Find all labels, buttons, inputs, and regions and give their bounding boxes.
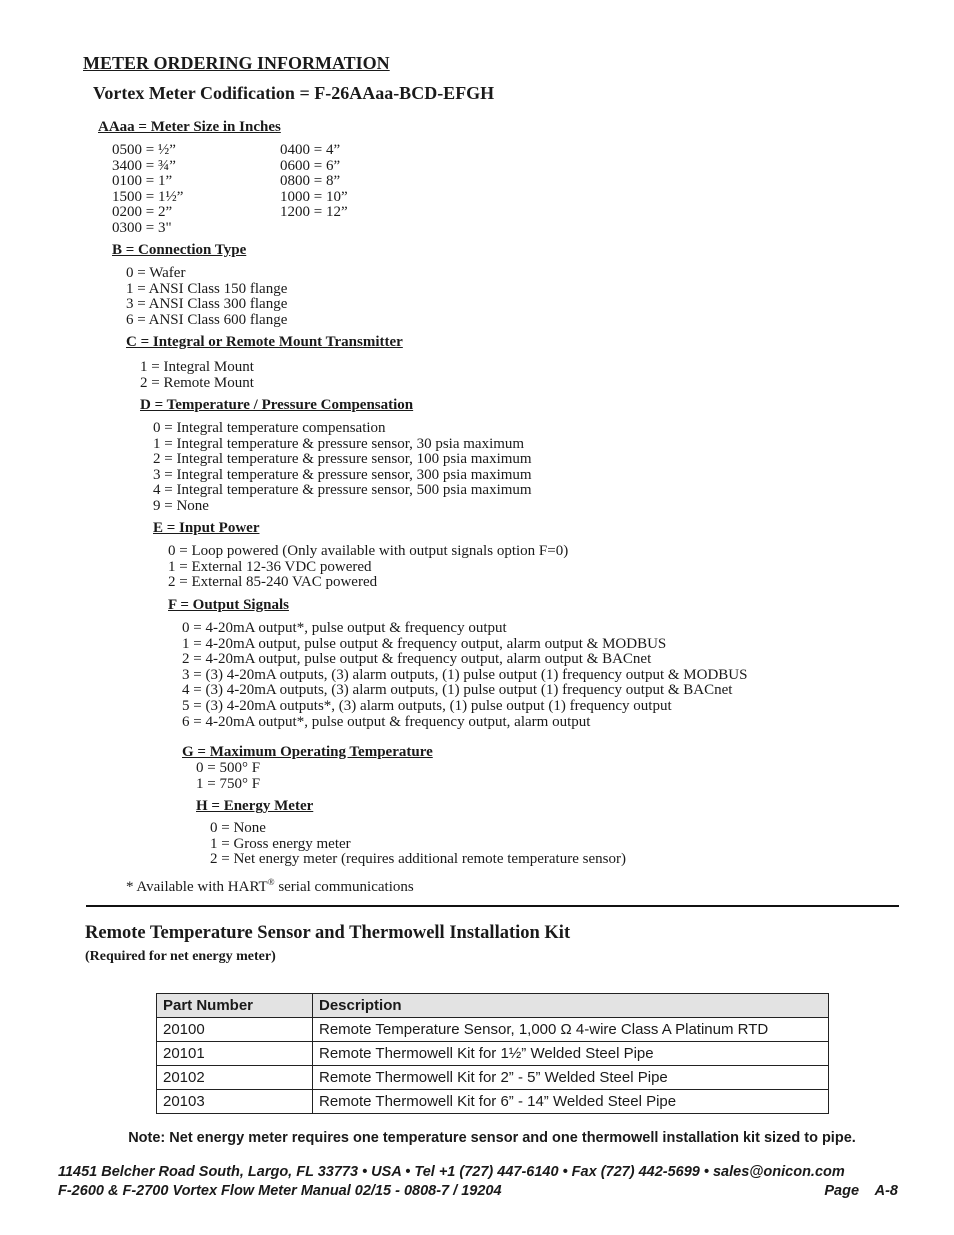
size-item: 1000 = 10”	[280, 188, 348, 205]
compensation-item: 3 = Integral temperature & pressure sensor, 300 psia maximum	[153, 466, 532, 483]
description-cell: Remote Temperature Sensor, 1,000 Ω 4-wire Class A Platinum RTD	[313, 1018, 829, 1042]
footnote	[126, 875, 414, 896]
size-list-right	[280, 143, 348, 221]
part-number-cell: 20100	[157, 1018, 313, 1042]
outputs-list	[182, 621, 747, 730]
codification-title: Vortex Meter Codification = F-26AAaa-BCD-EFGH	[93, 83, 495, 103]
size-item: 0600 = 6”	[280, 157, 341, 174]
energy-item: 1 = Gross energy meter	[210, 835, 351, 852]
table-row	[157, 1066, 829, 1090]
outputs-item: 3 = (3) 4-20mA outputs, (3) alarm outputs, (1) pulse output (1) frequency output & MODBUS	[182, 666, 748, 683]
connection-list	[126, 266, 287, 328]
size-item: 1500 = 1½”	[112, 188, 184, 205]
kit-title: Remote Temperature Sensor and Thermowell Installation Kit	[85, 923, 571, 943]
table-row	[157, 1018, 829, 1042]
part-number-cell: 20101	[157, 1042, 313, 1066]
compensation-item: 2 = Integral temperature & pressure sensor, 100 psia maximum	[153, 451, 532, 468]
compensation-heading: D = Temperature / Pressure Compensation	[140, 397, 414, 413]
table-header-row	[157, 994, 829, 1018]
outputs-item: 2 = 4-20mA output, pulse output & frequency output, alarm output & BACnet	[182, 651, 652, 668]
compensation-item: 4 = Integral temperature & pressure sensor, 500 psia maximum	[153, 482, 532, 499]
column-header-part-number: Part Number	[157, 994, 313, 1018]
registered-mark: ®	[267, 877, 275, 887]
outputs-item: 6 = 4-20mA output*, pulse output & frequency output, alarm output	[182, 713, 591, 730]
outputs-item: 4 = (3) 4-20mA outputs, (3) alarm outputs, (1) pulse output (1) frequency output & BACnet	[182, 682, 733, 699]
section-divider	[86, 905, 899, 907]
size-heading: AAaa = Meter Size in Inches	[98, 119, 281, 135]
compensation-item: 0 = Integral temperature compensation	[153, 420, 386, 436]
transmitter-heading: C = Integral or Remote Mount Transmitter	[126, 334, 403, 350]
temperature-list	[196, 761, 260, 792]
footer-address: 11451 Belcher Road South, Largo, FL 33773 • USA • Tel +1 (727) 447-6140 • Fax (727) 442-5699 • sales@onicon.com	[58, 1164, 845, 1180]
footnote-suffix: serial communications	[274, 879, 414, 895]
connection-item: 0 = Wafer	[126, 265, 186, 281]
size-item: 0800 = 8”	[280, 173, 341, 190]
description-cell: Remote Thermowell Kit for 1½” Welded Steel Pipe	[313, 1042, 829, 1066]
temperature-item: 0 = 500° F	[196, 760, 261, 776]
temperature-heading: G = Maximum Operating Temperature	[182, 744, 433, 760]
compensation-list	[153, 421, 532, 515]
energy-item: 0 = None	[210, 820, 266, 836]
size-item: 1200 = 12”	[280, 204, 348, 221]
transmitter-list	[140, 360, 254, 391]
connection-item: 6 = ANSI Class 600 flange	[126, 311, 288, 328]
size-item: 0400 = 4”	[280, 142, 341, 158]
energy-heading: H = Energy Meter	[196, 798, 314, 814]
kit-note: Note: Net energy meter requires one temperature sensor and one thermowell installation kit sized to pipe.	[128, 1130, 856, 1146]
page-number: Page A-8	[824, 1183, 898, 1199]
transmitter-item: 1 = Integral Mount	[140, 359, 254, 375]
part-number-cell: 20102	[157, 1066, 313, 1090]
power-list	[168, 544, 568, 591]
size-item: 3400 = ¾”	[112, 157, 176, 174]
power-item: 1 = External 12-36 VDC powered	[168, 558, 372, 575]
size-list-left	[112, 143, 183, 237]
connection-heading: B = Connection Type	[112, 242, 247, 258]
compensation-item: 9 = None	[153, 497, 209, 514]
connection-item: 1 = ANSI Class 150 flange	[126, 280, 288, 297]
outputs-item: 5 = (3) 4-20mA outputs*, (3) alarm outputs, (1) pulse output (1) frequency output	[182, 697, 672, 714]
outputs-heading: F = Output Signals	[168, 597, 289, 613]
footnote-prefix: * Available with HART	[126, 879, 268, 895]
parts-table	[156, 993, 829, 1114]
kit-subtitle: (Required for net energy meter)	[85, 949, 276, 964]
size-item: 0500 = ½”	[112, 142, 176, 158]
size-item: 0300 = 3"	[112, 219, 172, 236]
temperature-item: 1 = 750° F	[196, 775, 261, 792]
power-heading: E = Input Power	[153, 520, 260, 536]
energy-list	[210, 821, 626, 868]
description-cell: Remote Thermowell Kit for 2” - 5” Welded Steel Pipe	[313, 1066, 829, 1090]
power-item: 0 = Loop powered (Only available with output signals option F=0)	[168, 543, 569, 559]
outputs-item: 1 = 4-20mA output, pulse output & frequency output, alarm output & MODBUS	[182, 635, 667, 652]
section-title: METER ORDERING INFORMATION	[83, 53, 390, 73]
table-row	[157, 1090, 829, 1114]
outputs-item: 0 = 4-20mA output*, pulse output & frequency output	[182, 620, 507, 636]
footer-manual-id: F-2600 & F-2700 Vortex Flow Meter Manual 02/15 - 0808-7 / 19204	[58, 1183, 502, 1199]
power-item: 2 = External 85-240 VAC powered	[168, 574, 378, 591]
part-number-cell: 20103	[157, 1090, 313, 1114]
compensation-item: 1 = Integral temperature & pressure sensor, 30 psia maximum	[153, 435, 525, 452]
energy-item: 2 = Net energy meter (requires additional remote temperature sensor)	[210, 851, 626, 868]
size-item: 0100 = 1”	[112, 173, 173, 190]
size-item: 0200 = 2”	[112, 204, 173, 221]
column-header-description: Description	[313, 994, 829, 1018]
connection-item: 3 = ANSI Class 300 flange	[126, 296, 288, 313]
description-cell: Remote Thermowell Kit for 6” - 14” Welded Steel Pipe	[313, 1090, 829, 1114]
table-row	[157, 1042, 829, 1066]
transmitter-item: 2 = Remote Mount	[140, 374, 254, 391]
